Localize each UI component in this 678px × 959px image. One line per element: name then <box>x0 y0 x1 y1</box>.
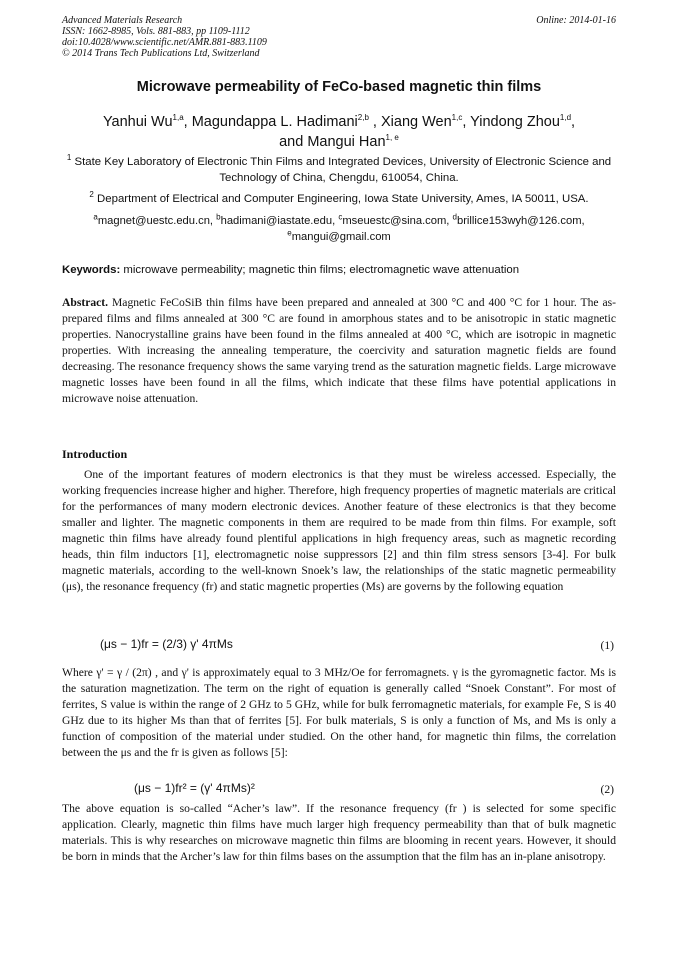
running-header <box>62 15 616 59</box>
keywords-line <box>62 264 616 276</box>
affiliation-mark: 1 <box>66 153 72 163</box>
author-list <box>40 112 638 152</box>
paper-title: Microwave permeability of FeCo-based magnetic thin films <box>136 79 542 95</box>
keywords-text: microwave permeability; magnetic thin films; electromagnetic wave attenuation <box>120 264 520 276</box>
equation-1-body: (μs − 1)fr = (2/3) γ' 4πMs <box>100 637 233 651</box>
author <box>381 114 470 130</box>
abstract-text: Magnetic FeCoSiB thin films have been prepared and annealed at 300 °C and 400 °C for 1 hour. The as-prepared films and films annealed at 300 °C are found in amorphous states and to be anisotropic in static magnetic properties. Nanocrystalline grains have been found in the films annealed at 400 °C, which are isotropic in magnetic properties. With increasing the annealing temperature, the coercivity and saturation magnetic fields are found decreasing. The resonance frequency shows the same varying trend as the saturation magnetic fields. Large microwave magnetic losses have been found in all the films, which indicate that these films have potential applications in microwave noise attenuation. <box>62 296 616 405</box>
email-link[interactable]: mseuestc@sina.com, <box>342 215 453 227</box>
email-mark: c <box>338 212 343 222</box>
issn-line: ISSN: 1662-8985, Vols. 881-883, pp 1109-1112 <box>62 26 250 37</box>
affiliation-mark: 2 <box>89 190 94 200</box>
abstract-label: Abstract. <box>62 296 109 309</box>
author-separator: , <box>571 114 576 130</box>
doi-line: doi:10.4028/www.scientific.net/AMR.881-883.1109 <box>62 37 267 48</box>
author-name: and Mangui Han <box>279 134 386 150</box>
section-heading-introduction: Introduction <box>62 447 128 461</box>
affiliation-1 <box>62 155 616 186</box>
author-name: Yindong Zhou <box>470 114 560 130</box>
author-name: Magundappa L. Hadimani <box>191 114 358 130</box>
email-link[interactable]: magnet@uestc.edu.cn, <box>97 215 217 227</box>
affiliation-2 <box>62 192 616 208</box>
author-name: Yanhui Wu <box>102 114 173 130</box>
email-list <box>62 214 616 245</box>
author-affil-mark: 2,b <box>357 113 369 123</box>
author <box>279 134 399 150</box>
author-affil-mark: 1,d <box>559 113 572 123</box>
author <box>470 114 575 130</box>
intro-paragraph-3: The above equation is so-called “Acher’s law”. If the resonance frequency (fr ) is selected for some specific application. Clearly, magnetic thin films have much larger high frequency permeability than that of bulk magnetic materials. This is why researches on microwave magnetic thin films are blooming in recent years. However, it should be born in minds that the Archer’s law for thin films bases on the assumption that the film has an in-plane anisotropy. <box>62 802 616 863</box>
author-separator: , <box>368 114 381 130</box>
author-affil-mark: 1, e <box>385 133 399 143</box>
keywords-label: Keywords: <box>62 264 121 276</box>
email-link[interactable]: mangui@gmail.com <box>291 230 391 243</box>
author-affil-mark: 1,a <box>172 113 184 123</box>
author <box>192 114 381 130</box>
author <box>103 114 192 130</box>
author-affil-mark: 1,c <box>451 113 463 123</box>
equation-2-body: (μs − 1)fr² = (γ' 4πMs)² <box>134 781 255 795</box>
email-link[interactable]: brillice153wyh@126.com, <box>456 215 585 227</box>
journal-name: Advanced Materials Research <box>62 15 183 26</box>
email-mark: e <box>287 227 292 237</box>
email-mark: a <box>93 212 98 222</box>
email-link[interactable]: hadimani@iastate.edu, <box>220 215 339 227</box>
copyright-line: © 2014 Trans Tech Publications Ltd, Switzerland <box>62 48 260 59</box>
intro-paragraph-1: One of the important features of modern electronics is that they must be wireless accessed. Especially, the working frequencies increase higher and higher. Therefore, high frequency properties of magnetic materials are critical for the performances of many modern electronic devices. Another feature of these electronics is that they become smaller and lighter. The magnetic components in them are required to be made from thin films. For example, soft magnetic thin films have already found plentiful applications in high frequency areas, such as magnetic recording heads, thin film inductors [1], electromagnetic noise suppressors [2] and thin film stress sensors [3-4]. For bulk magnetic materials, according to the well-known Snoek’s law, the relationships of the static magnetic permeability (μs), the resonance frequency (fr) and static magnetic properties (Ms) are governs by the following equation <box>62 468 616 593</box>
intro-paragraph-2: Where γ' = γ / (2π) , and γ' is approximately equal to 3 MHz/Oe for ferromagnets. γ is the gyromagnetic factor. Ms is the saturation magnetization. The term on the right of equation is generally called “Snoek Constant”. For most of ferrites, S value is within the range of 2 GHz to 5 GHz, while for bulk ferromagnetic materials, for example Fe, S is 40 GHz due to its higher Ms than that of ferrites [5]. For bulk materials, S is only a function of Ms, and Ms is only a function of composition of the material under studied. On the other hand, for magnetic thin films, the correlation between the μs and the fr is given as follows [5]: <box>62 666 616 759</box>
email-mark: d <box>452 212 457 222</box>
online-date: Online: 2014-01-16 <box>536 15 616 26</box>
abstract <box>62 295 616 407</box>
equation-1 <box>62 631 616 661</box>
author-name: Xiang Wen <box>381 114 452 130</box>
affiliation-text: Department of Electrical and Computer Engineering, Iowa State University, Ames, IA 50011, USA. <box>97 193 589 205</box>
author-separator: , <box>183 114 192 130</box>
affiliation-text: State Key Laboratory of Electronic Thin Films and Integrated Devices, University of Electronic Science and Technology of China, Chengdu, 610054, China. <box>74 156 612 184</box>
equation-2-number: (2) <box>600 783 614 796</box>
email-mark: b <box>216 212 221 222</box>
equation-1-number: (1) <box>600 639 614 652</box>
author-separator: , <box>462 114 471 130</box>
